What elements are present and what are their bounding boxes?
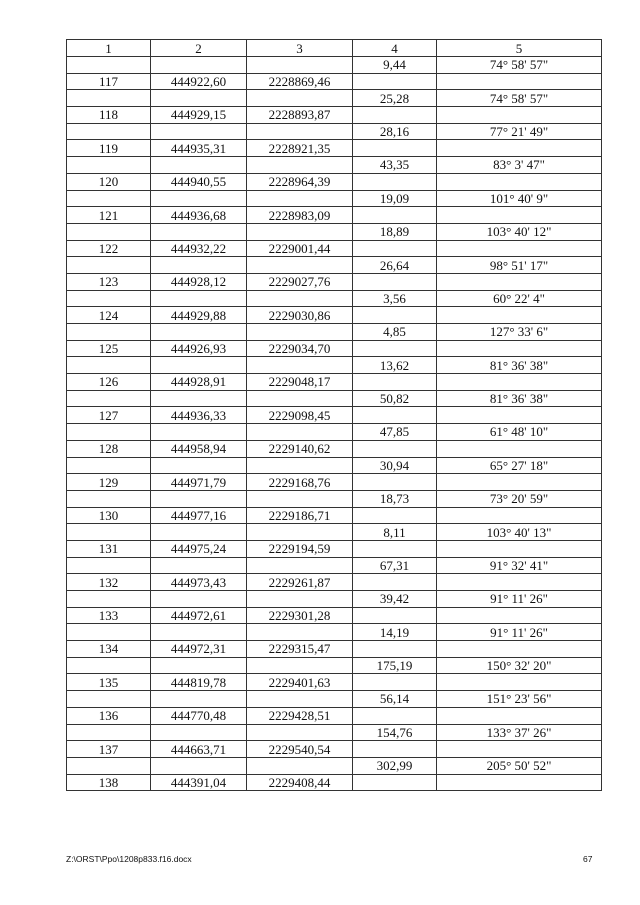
table-cell-col5 [437,574,602,591]
table-cell-col1 [67,557,151,574]
table-cell-col5 [437,307,602,324]
table-cell-col3 [247,157,353,174]
table-cell-col5: 103° 40' 12" [437,223,602,240]
table-cell-col4: 56,14 [353,691,437,708]
table-cell-col5 [437,641,602,658]
table-cell-col3: 2229428,51 [247,707,353,724]
table-cell-col1 [67,691,151,708]
header-cell-3: 3 [247,40,353,57]
table-cell-col3 [247,390,353,407]
table-row [67,240,602,257]
table-cell-col3 [247,324,353,341]
table-cell-col3 [247,624,353,641]
table-cell-col1: 121 [67,207,151,224]
table-row [67,757,602,774]
table-row [67,707,602,724]
table-cell-col3: 2229030,86 [247,307,353,324]
table-cell-col2: 444819,78 [151,674,247,691]
table-row [67,657,602,674]
table-cell-col4: 3,56 [353,290,437,307]
table-cell-col4 [353,440,437,457]
table-cell-col3 [247,657,353,674]
table-cell-col4 [353,741,437,758]
table-cell-col5 [437,707,602,724]
table-cell-col5: 74° 58' 57" [437,90,602,107]
table-cell-col2: 444972,31 [151,641,247,658]
table-cell-col5: 65° 27' 18" [437,457,602,474]
table-cell-col3: 2228869,46 [247,73,353,90]
table-cell-col2 [151,457,247,474]
table-cell-col5 [437,273,602,290]
table-cell-col5 [437,407,602,424]
table-cell-col5 [437,240,602,257]
table-cell-col5 [437,474,602,491]
table-cell-col2 [151,357,247,374]
table-row [67,724,602,741]
table-cell-col5: 150° 32' 20" [437,657,602,674]
table-row [67,440,602,457]
table-cell-col3: 2229194,59 [247,540,353,557]
table-cell-col2 [151,324,247,341]
table-cell-col1: 130 [67,507,151,524]
table-cell-col3: 2229140,62 [247,440,353,457]
table-cell-col5: 101° 40' 9" [437,190,602,207]
table-cell-col3: 2229168,76 [247,474,353,491]
table-cell-col1: 135 [67,674,151,691]
table-cell-col5: 91° 32' 41" [437,557,602,574]
table-cell-col5: 205° 50' 52" [437,757,602,774]
table-cell-col2: 444936,33 [151,407,247,424]
table-cell-col2: 444929,15 [151,107,247,124]
table-cell-col4 [353,407,437,424]
table-body [67,57,602,791]
table-cell-col1 [67,591,151,608]
table-cell-col2: 444958,94 [151,440,247,457]
table-cell-col1: 127 [67,407,151,424]
table-cell-col2 [151,657,247,674]
table-cell-col3 [247,190,353,207]
table-cell-col5 [437,173,602,190]
table-cell-col4 [353,507,437,524]
table-cell-col3 [247,123,353,140]
table-row [67,624,602,641]
table-cell-col3 [247,357,353,374]
table-cell-col4: 18,89 [353,223,437,240]
table-cell-col1: 131 [67,540,151,557]
table-cell-col5: 60° 22' 4" [437,290,602,307]
table-row [67,307,602,324]
table-cell-col3: 2229315,47 [247,641,353,658]
table-cell-col3 [247,257,353,274]
table-cell-col1 [67,724,151,741]
table-cell-col5: 98° 51' 17" [437,257,602,274]
table-cell-col2: 444972,61 [151,607,247,624]
table-cell-col1 [67,490,151,507]
table-cell-col2: 444929,88 [151,307,247,324]
table-cell-col4 [353,474,437,491]
table-cell-col5: 133° 37' 26" [437,724,602,741]
table-cell-col2: 444940,55 [151,173,247,190]
table-cell-col2 [151,390,247,407]
table-row [67,340,602,357]
table-cell-col1 [67,324,151,341]
table-row [67,273,602,290]
table-row [67,257,602,274]
table-row [67,524,602,541]
table-cell-col3: 2229401,63 [247,674,353,691]
table-cell-col4 [353,540,437,557]
table-cell-col5 [437,73,602,90]
table-cell-col4 [353,207,437,224]
table-cell-col3: 2229048,17 [247,374,353,391]
table-cell-col4: 47,85 [353,424,437,441]
header-cell-2: 2 [151,40,247,57]
table-cell-col2: 444975,24 [151,540,247,557]
table-cell-col3: 2229540,54 [247,741,353,758]
table-cell-col3 [247,591,353,608]
table-cell-col3 [247,724,353,741]
table-cell-col1 [67,657,151,674]
table-cell-col4: 13,62 [353,357,437,374]
table-cell-col4 [353,107,437,124]
table-cell-col2: 444928,91 [151,374,247,391]
table-cell-col1: 128 [67,440,151,457]
table-cell-col2: 444977,16 [151,507,247,524]
footer-page-number: 67 [583,854,593,864]
table-cell-col4: 28,16 [353,123,437,140]
table-row [67,457,602,474]
table-cell-col1: 132 [67,574,151,591]
table-cell-col5 [437,607,602,624]
table-cell-col1 [67,290,151,307]
table-cell-col2: 444928,12 [151,273,247,290]
table-row [67,507,602,524]
table-cell-col1: 124 [67,307,151,324]
table-cell-col2: 444936,68 [151,207,247,224]
table-cell-col2: 444926,93 [151,340,247,357]
table-row [67,123,602,140]
table-cell-col2: 444971,79 [151,474,247,491]
table-cell-col4: 25,28 [353,90,437,107]
table-cell-col3 [247,57,353,74]
table-cell-col5 [437,107,602,124]
table-cell-col1 [67,123,151,140]
table-cell-col5: 103° 40' 13" [437,524,602,541]
table-cell-col2 [151,757,247,774]
table-cell-col3 [247,424,353,441]
table-row [67,774,602,791]
table-cell-col5: 83° 3' 47" [437,157,602,174]
table-row [67,424,602,441]
table-cell-col3 [247,490,353,507]
table-cell-col3 [247,557,353,574]
table-cell-col4 [353,607,437,624]
table-cell-col4 [353,641,437,658]
table-cell-col2: 444770,48 [151,707,247,724]
table-cell-col1: 136 [67,707,151,724]
table-cell-col2: 444932,22 [151,240,247,257]
table-row [67,290,602,307]
table-cell-col3 [247,457,353,474]
table-row [67,674,602,691]
table-row [67,607,602,624]
table-cell-col2 [151,57,247,74]
table-cell-col1 [67,390,151,407]
table-cell-col4: 4,85 [353,324,437,341]
coordinates-table [66,39,602,791]
table-cell-col2: 444663,71 [151,741,247,758]
table-cell-col5: 91° 11' 26" [437,591,602,608]
table-cell-col3: 2229034,70 [247,340,353,357]
table-cell-col4: 43,35 [353,157,437,174]
table-cell-col5 [437,374,602,391]
table-cell-col5 [437,540,602,557]
table-cell-col4: 8,11 [353,524,437,541]
table-cell-col2 [151,524,247,541]
table-row [67,407,602,424]
table-cell-col2: 444973,43 [151,574,247,591]
table-cell-col3: 2228893,87 [247,107,353,124]
table-row [67,157,602,174]
table-row [67,190,602,207]
table-cell-col2 [151,490,247,507]
table-cell-col5: 77° 21' 49" [437,123,602,140]
table-cell-col2: 444922,60 [151,73,247,90]
table-cell-col5: 81° 36' 38" [437,390,602,407]
table-row [67,691,602,708]
table-cell-col5 [437,440,602,457]
table-cell-col3 [247,223,353,240]
table-cell-col4: 302,99 [353,757,437,774]
table-row [67,223,602,240]
table-cell-col2 [151,424,247,441]
header-cell-5: 5 [437,40,602,57]
table-cell-col1: 125 [67,340,151,357]
table-row [67,140,602,157]
table-cell-col5: 74° 58' 57" [437,57,602,74]
table-row [67,90,602,107]
table-row [67,741,602,758]
footer-file-path: Z:\ORST\Ppo\1208p833.f16.docx [66,854,192,864]
table-cell-col5 [437,741,602,758]
header-cell-1: 1 [67,40,151,57]
table-cell-col1: 120 [67,173,151,190]
table-cell-col3: 2228921,35 [247,140,353,157]
table-row [67,73,602,90]
table-cell-col1 [67,357,151,374]
table-cell-col3: 2229098,45 [247,407,353,424]
table-row [67,107,602,124]
table-cell-col1 [67,157,151,174]
table-cell-col5: 91° 11' 26" [437,624,602,641]
table-cell-col5 [437,207,602,224]
table-cell-col3: 2229261,87 [247,574,353,591]
table-cell-col5: 73° 20' 59" [437,490,602,507]
table-cell-col4 [353,574,437,591]
table-row [67,641,602,658]
table-cell-col4 [353,273,437,290]
table-cell-col4: 39,42 [353,591,437,608]
table-cell-col4 [353,307,437,324]
table-row [67,490,602,507]
table-cell-col3 [247,757,353,774]
table-cell-col3: 2229001,44 [247,240,353,257]
table-cell-col1 [67,424,151,441]
table-cell-col1: 137 [67,741,151,758]
table-row [67,57,602,74]
table-cell-col5: 127° 33' 6" [437,324,602,341]
table-row [67,591,602,608]
table-cell-col4 [353,707,437,724]
table-cell-col4: 30,94 [353,457,437,474]
table-cell-col2 [151,123,247,140]
table-cell-col2 [151,691,247,708]
table-cell-col5: 81° 36' 38" [437,357,602,374]
table-cell-col3: 2228983,09 [247,207,353,224]
table-cell-col1 [67,457,151,474]
table-cell-col2: 444935,31 [151,140,247,157]
table-header-row [67,40,602,57]
table-cell-col1 [67,257,151,274]
table-cell-col5: 151° 23' 56" [437,691,602,708]
table-cell-col4: 175,19 [353,657,437,674]
table-cell-col5 [437,774,602,791]
table-cell-col4: 67,31 [353,557,437,574]
table-cell-col2 [151,624,247,641]
table-cell-col4 [353,340,437,357]
table-cell-col2 [151,557,247,574]
table-cell-col2 [151,591,247,608]
table-cell-col1 [67,757,151,774]
table-cell-col1: 122 [67,240,151,257]
table-cell-col3: 2229027,76 [247,273,353,290]
table-cell-col3: 2229301,28 [247,607,353,624]
table-cell-col4 [353,374,437,391]
table-cell-col4: 9,44 [353,57,437,74]
table-cell-col1: 129 [67,474,151,491]
table-cell-col1: 123 [67,273,151,290]
table-row [67,474,602,491]
table-cell-col2 [151,157,247,174]
table-cell-col3: 2228964,39 [247,173,353,190]
table-cell-col3 [247,90,353,107]
table-cell-col1: 134 [67,641,151,658]
table-cell-col1 [67,223,151,240]
table-cell-col4 [353,674,437,691]
table-cell-col4 [353,240,437,257]
table-cell-col2 [151,724,247,741]
table-cell-col1: 138 [67,774,151,791]
table-cell-col2: 444391,04 [151,774,247,791]
table-row [67,390,602,407]
table-cell-col1 [67,624,151,641]
table-cell-col4: 18,73 [353,490,437,507]
table-cell-col5 [437,674,602,691]
table-row [67,357,602,374]
table-cell-col5 [437,140,602,157]
table-cell-col4 [353,73,437,90]
table-cell-col1: 126 [67,374,151,391]
table-row [67,557,602,574]
table-cell-col5: 61° 48' 10" [437,424,602,441]
table-cell-col1 [67,57,151,74]
table-cell-col4 [353,140,437,157]
table-cell-col4 [353,774,437,791]
table-cell-col2 [151,290,247,307]
table-cell-col1 [67,190,151,207]
table-cell-col3 [247,691,353,708]
table-row [67,207,602,224]
table-cell-col2 [151,90,247,107]
header-cell-4: 4 [353,40,437,57]
table-cell-col1: 117 [67,73,151,90]
table-cell-col4: 154,76 [353,724,437,741]
table-cell-col1 [67,90,151,107]
table-row [67,540,602,557]
table-cell-col4: 19,09 [353,190,437,207]
table-cell-col2 [151,190,247,207]
table-cell-col4: 50,82 [353,390,437,407]
table-cell-col4: 14,19 [353,624,437,641]
table-cell-col3 [247,524,353,541]
table-cell-col3 [247,290,353,307]
table-cell-col4: 26,64 [353,257,437,274]
table-row [67,574,602,591]
table-cell-col4 [353,173,437,190]
table-cell-col1 [67,524,151,541]
table-cell-col1: 133 [67,607,151,624]
table-cell-col5 [437,507,602,524]
table-cell-col2 [151,257,247,274]
table-cell-col5 [437,340,602,357]
table-row [67,374,602,391]
table-cell-col1: 118 [67,107,151,124]
table-cell-col3: 2229408,44 [247,774,353,791]
table-row [67,173,602,190]
table-row [67,324,602,341]
table-cell-col2 [151,223,247,240]
table-cell-col1: 119 [67,140,151,157]
table-cell-col3: 2229186,71 [247,507,353,524]
